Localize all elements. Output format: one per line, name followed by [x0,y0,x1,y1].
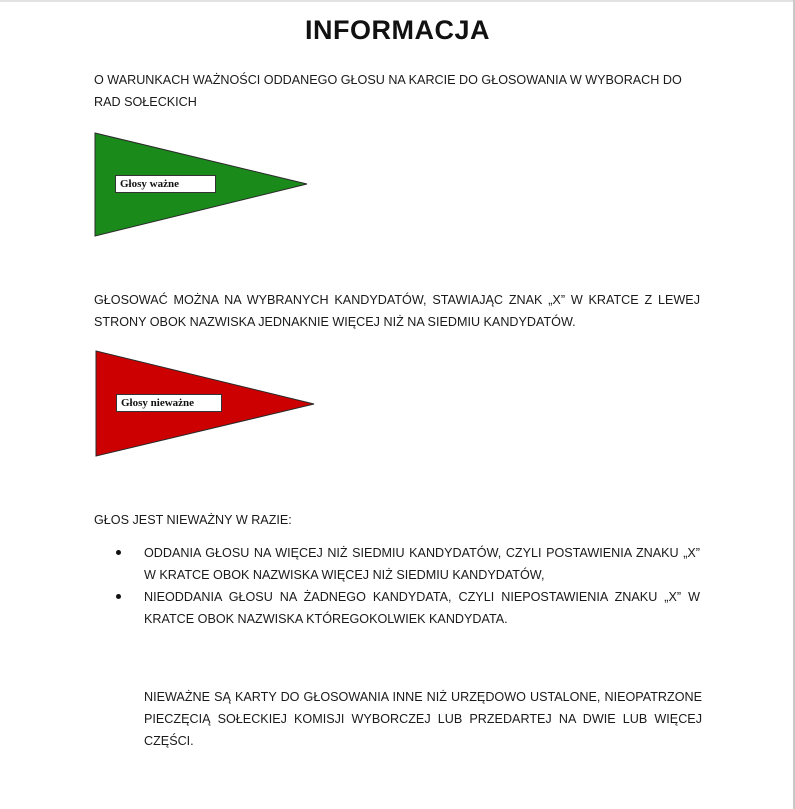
valid-votes-description: GŁOSOWAĆ MOŻNA NA WYBRANYCH KANDYDATÓW, STAWIAJĄC ZNAK „X” W KRATCE Z LEWEJ STRONY OBOK NAZWISKA JEDNAKNIE WIĘCEJ NIŻ NA SIEDMIU KANDYDATÓW. [94,293,700,329]
invalid-votes-pennant [95,350,317,458]
invalid-votes-list [116,542,700,630]
list-item [116,542,700,586]
valid-votes-pennant [94,132,310,238]
document-subtitle: O WARUNKACH WAŻNOŚCI ODDANEGO GŁOSU NA KARCIE DO GŁOSOWANIA W WYBORACH DO RAD SOŁECKICH [94,73,682,109]
invalid-ballots-note: NIEWAŻNE SĄ KARTY DO GŁOSOWANIA INNE NIŻ URZĘDOWO USTALONE, NIEOPATRZONE PIECZĘCIĄ SOŁECKIEJ KOMISJI WYBORCZEJ LUB PRZEDARTEJ NA DWIE LUB WIĘCEJ CZĘŚCI. [144,690,702,748]
bullet-icon [116,594,121,599]
invalid-votes-label: Głosy nieważne [116,394,222,412]
valid-votes-label: Głosy ważne [115,175,216,193]
list-item-text: NIEODDANIA GŁOSU NA ŻADNEGO KANDYDATA, CZYLI NIEPOSTAWIENIA ZNAKU „X” W KRATCE OBOK NAZWISKA KTÓREGOKOLWIEK KANDYDATA. [144,590,700,626]
page-top-border [0,0,795,2]
bullet-icon [116,550,121,555]
list-item-text: ODDANIA GŁOSU NA WIĘCEJ NIŻ SIEDMIU KANDYDATÓW, CZYLI POSTAWIENIA ZNAKU „X” W KRATCE OBOK NAZWISKA WIĘCEJ NIŻ SIEDMIU KANDYDATÓW, [144,546,700,582]
invalid-votes-intro: GŁOS JEST NIEWAŻNY W RAZIE: [94,513,292,527]
list-item [116,586,700,630]
page-title: INFORMACJA [305,15,490,45]
